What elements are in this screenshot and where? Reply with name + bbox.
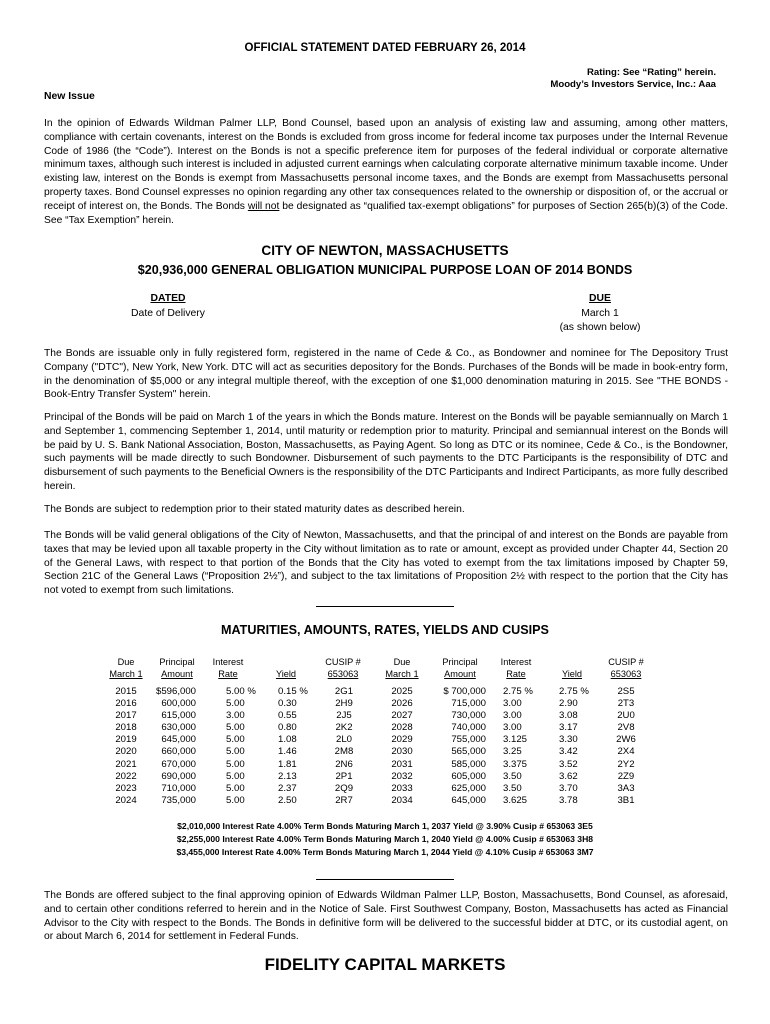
left-years-cell: 2019	[115, 734, 137, 746]
due-note: (as shown below)	[559, 322, 641, 333]
right-cusips-cell: 2W6	[616, 734, 636, 746]
right-rates-cell: 2.75 %	[503, 686, 533, 697]
right-yields-column	[559, 686, 599, 807]
left-yields-cell: 1.81	[278, 758, 297, 770]
left-yields-cell: 2.13	[278, 770, 297, 782]
right-yields-cell: 3.70	[559, 782, 578, 794]
right-cusips-cell: 2T3	[617, 698, 635, 710]
left-amounts-cell: 690,000	[161, 770, 196, 782]
left-yields-cell: 2.50	[278, 794, 297, 806]
left-rates-cell: 3.00	[226, 710, 245, 722]
left-amounts-cell: $596,000	[155, 686, 196, 697]
right-years-cell: 2030	[391, 746, 413, 758]
left-years-cell: 2020	[115, 746, 137, 758]
right-cusips-cell: 2S5	[617, 686, 635, 697]
loan-title: $20,936,000 GENERAL OBLIGATION MUNICIPAL PURPOSE LOAN OF 2014 BONDS	[137, 263, 633, 277]
right-yields-cell: 3.08	[559, 710, 578, 722]
right-years-cell: 2031	[391, 758, 413, 770]
due-label: DUE	[589, 293, 611, 304]
issuer-name: CITY OF NEWTON, MASSACHUSETTS	[261, 243, 509, 258]
header-yield-right: Yield	[561, 669, 583, 679]
right-cusips-cell: 2V8	[617, 722, 635, 734]
left-rates-cell: 5.00 %	[226, 686, 256, 697]
header-due: Due March 1	[109, 657, 143, 679]
tax-opinion-text: In the opinion of Edwards Wildman Palmer LLP, Bond Counsel, based upon an analysis of existing law and assuming, among other matters, compliance with certain covenants, interest on the Bonds is excluded from gross income for federal income tax purposes under the Internal Revenue Code of 1986 (the “Code”). Interest on the Bonds is not a specific preference item for purposes of the federal individual or corporate alternative minimum taxes, although such interest is included in adjusted current earnings when calculating corporate alternative minimum taxable income. Under existing law, interest on the Bonds is exempt from Massachusetts personal income taxes, and the Bonds are exempt from Massachusetts personal property taxes. Bond Counsel expresses no opinion regarding any other tax consequences related to the ownership or disposition of, or the accrual or receipt of interest on, the Bonds. The Bonds	[44, 118, 728, 212]
right-rates-cell: 3.375	[503, 758, 528, 770]
right-rates-cell: 3.00	[503, 698, 522, 710]
left-cusips-cell: 2M8	[334, 746, 354, 758]
right-years-cell: 2029	[391, 734, 413, 746]
left-years-cell: 2023	[115, 782, 137, 794]
header-cusip: CUSIP # 653063	[325, 657, 361, 679]
dated-label: DATED	[150, 293, 186, 304]
left-years-cell: 2017	[115, 710, 137, 722]
left-rates-cell: 5.00	[226, 722, 245, 734]
term-bond-2044: $3,455,000 Interest Rate 4.00% Term Bonds Maturing March 1, 2044 Yield @ 4.10% Cusip # 653063 3M7	[176, 847, 594, 857]
right-amounts-cell: 730,000	[451, 710, 486, 722]
left-cusips-cell: 2N6	[335, 758, 353, 770]
left-yields-cell: 0.80	[278, 722, 297, 734]
left-years-cell: 2021	[115, 758, 137, 770]
right-yields-cell: 3.78	[559, 794, 578, 806]
left-yields-cell: 0.15 %	[278, 686, 308, 697]
left-rates-cell: 5.00	[226, 782, 245, 794]
right-cusips-column	[604, 686, 648, 807]
new-issue-label: New Issue	[44, 91, 95, 102]
due-value: March 1	[581, 308, 619, 319]
tax-opinion-text-end: be designated as “qualified tax-exempt obligations” for purposes of Section 265(b)(3) of the Code. See “Tax Exemption” herein.	[44, 200, 728, 226]
left-amounts-cell: 735,000	[161, 794, 196, 806]
left-cusips-cell: 2H9	[335, 698, 353, 710]
left-rates-cell: 5.00	[226, 734, 245, 746]
underwriter-name: FIDELITY CAPITAL MARKETS	[264, 955, 506, 974]
maturities-title: MATURITIES, AMOUNTS, RATES, YIELDS AND CUSIPS	[221, 623, 549, 637]
right-amounts-column	[432, 686, 486, 807]
header-interest-right: Interest Rate	[500, 657, 532, 679]
right-rates-cell: 3.125	[503, 734, 528, 746]
right-rates-cell: 3.625	[503, 794, 528, 806]
left-yields-cell: 1.46	[278, 746, 297, 758]
left-cusips-cell: 2K2	[335, 722, 353, 734]
left-cusips-cell: 2L0	[335, 734, 352, 746]
left-amounts-cell: 670,000	[161, 758, 196, 770]
right-yields-cell: 2.90	[559, 698, 578, 710]
right-years-cell: 2034	[391, 794, 413, 806]
left-amounts-cell: 630,000	[161, 722, 196, 734]
left-amounts-cell: 660,000	[161, 746, 196, 758]
header-interest: Interest Rate	[212, 657, 244, 679]
right-cusips-cell: 2Y2	[617, 758, 635, 770]
right-cusips-cell: 3A3	[617, 782, 635, 794]
right-years-column	[380, 686, 424, 807]
right-rates-cell: 3.50	[503, 782, 522, 794]
right-rates-cell: 3.00	[503, 710, 522, 722]
right-yields-cell: 3.17	[559, 722, 578, 734]
left-rates-cell: 5.00	[226, 794, 245, 806]
obligation-paragraph: The Bonds will be valid general obligations of the City of Newton, Massachusetts, and that the principal of and interest on the Bonds are payable from taxes that may be levied upon all taxable property in the City without limitation as to rate or amount, except as provided under Chapter 44, Section 20 of the General Laws, with respect to that portion of the Bonds that the City has voted to exempt from the tax limitations imposed by Chapter 59, Section 21C of the General Laws (“Proposition 2½”), and subject to the tax limitations of Proposition 2½ with respect to the portion that the City has not voted to exempt from such limitations.	[44, 530, 728, 597]
right-amounts-cell: 715,000	[451, 698, 486, 710]
left-cusips-cell: 2J5	[336, 710, 352, 722]
left-years-cell: 2015	[115, 686, 137, 697]
right-yields-cell: 2.75 %	[559, 686, 589, 697]
right-amounts-cell: $ 700,000	[443, 686, 486, 697]
closing-paragraph: The Bonds are offered subject to the final approving opinion of Edwards Wildman Palmer LLP, Boston, Massachusetts, Bond Counsel, as aforesaid, and to certain other conditions referred to herein and in the Notice of Sale. First Southwest Company, Boston, Massachusetts has acted as Financial Advisor to the City with respect to the Bonds. The Bonds in definitive form will be delivered to the successful bidder at DTC, or its custodial agent, on or about March 6, 2014 for settlement in Federal Funds.	[44, 890, 728, 943]
left-years-cell: 2024	[115, 794, 137, 806]
right-yields-cell: 3.42	[559, 746, 578, 758]
right-years-cell: 2028	[391, 722, 413, 734]
rating-line-1: Rating: See “Rating” herein.	[586, 67, 716, 78]
rating-line-2: Moody’s Investors Service, Inc.: Aaa	[550, 79, 716, 90]
right-years-cell: 2032	[391, 770, 413, 782]
left-amounts-column	[146, 686, 196, 807]
payment-paragraph: Principal of the Bonds will be paid on March 1 of the years in which the Bonds mature. Interest on the Bonds will be payable semiannually on March 1 and September 1, commencing September 1, 2014, until maturity or redemption prior to maturity. Principal and semiannual interest on the Bonds will be paid by U. S. Bank National Association, Boston, Massachusetts, as Paying Agent. So long as DTC or its nominee, Cede & Co., is the Bondowner, such payments will be made directly to such Bondowner. Disbursement of such payments to the DTC Participants is the responsibility of DTC and disbursement of such payments to the Beneficial Owners is the responsibility of the DTC Participants and Indirect Participants, as more fully described herein.	[44, 412, 728, 492]
left-rates-cell: 5.00	[226, 758, 245, 770]
dated-value: Date of Delivery	[131, 308, 205, 319]
term-bond-2040: $2,255,000 Interest Rate 4.00% Term Bonds Maturing March 1, 2040 Yield @ 4.00% Cusip # 653063 3H8	[176, 834, 594, 844]
right-cusips-cell: 3B1	[617, 794, 635, 806]
section-divider	[316, 606, 454, 607]
left-years-cell: 2022	[115, 770, 137, 782]
left-amounts-cell: 600,000	[161, 698, 196, 710]
header-due-right: Due March 1	[385, 657, 419, 679]
left-cusips-column	[322, 686, 366, 807]
right-amounts-cell: 645,000	[451, 794, 486, 806]
right-years-cell: 2025	[391, 686, 413, 697]
left-years-column	[104, 686, 148, 807]
right-rates-cell: 3.50	[503, 770, 522, 782]
left-amounts-cell: 645,000	[161, 734, 196, 746]
term-bond-2037: $2,010,000 Interest Rate 4.00% Term Bonds Maturing March 1, 2037 Yield @ 3.90% Cusip # 653063 3E5	[177, 821, 593, 831]
right-amounts-cell: 625,000	[451, 782, 486, 794]
left-yields-cell: 0.30	[278, 698, 297, 710]
left-years-cell: 2018	[115, 722, 137, 734]
left-cusips-cell: 2P1	[335, 770, 353, 782]
section-divider-2	[316, 879, 454, 880]
right-amounts-cell: 585,000	[451, 758, 486, 770]
redemption-paragraph: The Bonds are subject to redemption prior to their stated maturity dates as described herein.	[44, 504, 465, 515]
left-amounts-cell: 615,000	[161, 710, 196, 722]
right-rates-cell: 3.00	[503, 722, 522, 734]
tax-opinion-paragraph	[44, 117, 728, 227]
header-yield: Yield	[275, 669, 297, 679]
header-principal-right: Principal Amount	[442, 657, 478, 679]
left-yields-cell: 2.37	[278, 782, 297, 794]
registration-paragraph: The Bonds are issuable only in fully registered form, registered in the name of Cede & Co., as Bondowner and nominee for The Depository Trust Company ("DTC"), New York, New York. DTC will act as securities depository for the Bonds. Purchases of the Bonds will be made in book-entry form, in the denomination of $5,000 or any integral multiple thereof, with the exception of one $1,000 denomination maturing in 2015. See "THE BONDS - Book-Entry Transfer System" herein.	[44, 348, 728, 401]
right-amounts-cell: 565,000	[451, 746, 486, 758]
right-amounts-cell: 740,000	[451, 722, 486, 734]
left-cusips-cell: 2Q9	[334, 782, 354, 794]
right-cusips-cell: 2U0	[617, 710, 635, 722]
right-amounts-cell: 755,000	[451, 734, 486, 746]
right-yields-cell: 3.52	[559, 758, 578, 770]
left-amounts-cell: 710,000	[161, 782, 196, 794]
left-yields-column	[278, 686, 318, 807]
right-amounts-cell: 605,000	[451, 770, 486, 782]
left-rates-column	[226, 686, 266, 807]
left-yields-cell: 1.08	[278, 734, 297, 746]
right-cusips-cell: 2X4	[617, 746, 635, 758]
right-yields-cell: 3.30	[559, 734, 578, 746]
header-principal: Principal Amount	[159, 657, 195, 679]
right-yields-cell: 3.62	[559, 770, 578, 782]
statement-title: OFFICIAL STATEMENT DATED FEBRUARY 26, 2014	[244, 42, 526, 54]
right-years-cell: 2027	[391, 710, 413, 722]
right-cusips-cell: 2Z9	[617, 770, 635, 782]
right-years-cell: 2033	[391, 782, 413, 794]
left-years-cell: 2016	[115, 698, 137, 710]
left-rates-cell: 5.00	[226, 698, 245, 710]
right-rates-column	[503, 686, 549, 807]
left-cusips-cell: 2G1	[334, 686, 354, 697]
header-cusip-right: CUSIP # 653063	[608, 657, 644, 679]
left-cusips-cell: 2R7	[335, 794, 353, 806]
tax-opinion-emphasis: will not	[247, 200, 280, 212]
left-yields-cell: 0.55	[278, 710, 297, 722]
left-rates-cell: 5.00	[226, 746, 245, 758]
right-years-cell: 2026	[391, 698, 413, 710]
right-rates-cell: 3.25	[503, 746, 522, 758]
left-rates-cell: 5.00	[226, 770, 245, 782]
